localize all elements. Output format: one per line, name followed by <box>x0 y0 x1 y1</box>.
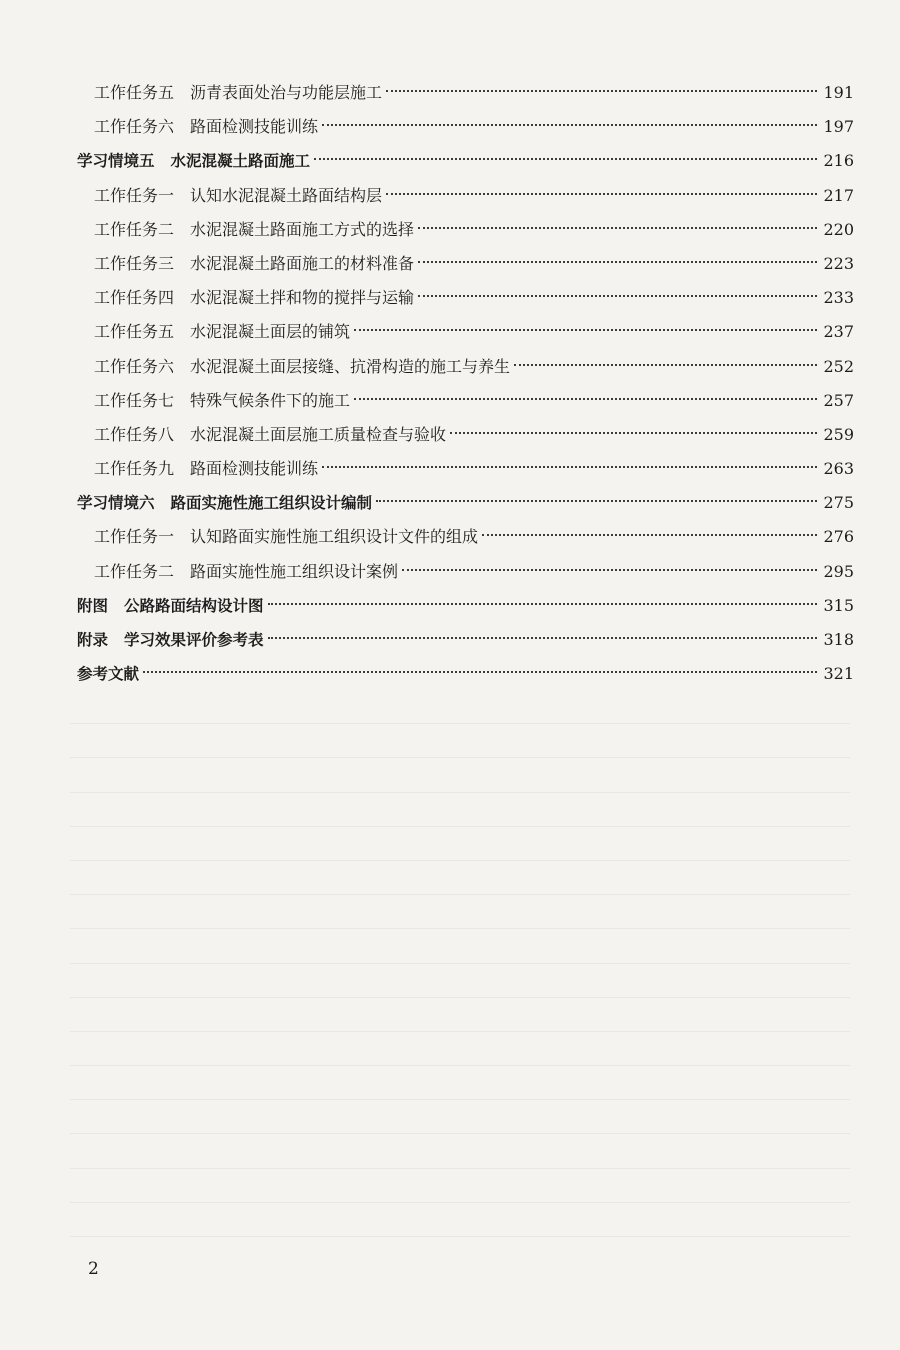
toc-entry-page-number: 237 <box>823 322 854 342</box>
toc-entry-page-number: 276 <box>823 527 854 547</box>
toc-entry-title: 学习效果评价参考表 <box>124 631 264 649</box>
toc-dot-leader <box>322 466 817 468</box>
toc-entry-title: 水泥混凝土面层的铺筑 <box>190 322 351 342</box>
toc-dot-leader <box>314 158 817 160</box>
toc-dot-leader <box>143 671 817 673</box>
toc-dot-leader <box>450 432 817 434</box>
toc-dot-leader <box>386 90 817 92</box>
toc-entry-title: 路面检测技能训练 <box>190 117 319 137</box>
toc-entry-code: 工作任务六 <box>94 356 175 376</box>
toc-entry-page-number: 216 <box>823 151 854 171</box>
toc-dot-leader <box>386 193 817 195</box>
toc-dot-leader <box>514 364 817 366</box>
page-number: 2 <box>88 1259 99 1279</box>
toc-task-entry[interactable] <box>0 384 900 418</box>
toc-entry-title: 路面检测技能训练 <box>190 459 319 479</box>
toc-entry-page-number: 321 <box>823 664 854 684</box>
toc-entry-title: 路面实施性施工组织设计编制 <box>170 494 373 513</box>
toc-entry-code: 工作任务三 <box>94 253 175 273</box>
toc-entry-page-number: 259 <box>823 424 854 444</box>
toc-entry-title: 路面实施性施工组织设计案例 <box>190 561 399 581</box>
toc-entry-title: 公路路面结构设计图 <box>124 596 264 615</box>
toc-entry-title: 沥青表面处治与功能层施工 <box>190 83 383 102</box>
toc-entry-code: 工作任务九 <box>94 459 175 479</box>
toc-entry-label <box>94 315 350 349</box>
toc-dot-leader <box>268 637 818 639</box>
toc-chapter-entry[interactable] <box>0 486 900 520</box>
toc-task-entry[interactable] <box>0 520 900 554</box>
toc-task-entry[interactable] <box>0 452 900 486</box>
toc-entry-code: 学习情境六 <box>77 494 155 513</box>
toc-entry-label <box>94 281 414 315</box>
toc-entry-label <box>94 520 478 554</box>
toc-entry-code: 工作任务二 <box>94 561 175 581</box>
toc-entry-label <box>77 589 264 623</box>
toc-entry-label <box>77 486 372 520</box>
toc-entry-title: 特殊气候条件下的施工 <box>190 390 351 410</box>
toc-entry-label <box>94 247 414 281</box>
toc-entry-title: 水泥混凝土面层接缝、抗滑构造的施工与养生 <box>190 356 511 376</box>
toc-task-entry[interactable] <box>0 110 900 144</box>
toc-entry-title: 水泥混凝土路面施工的材料准备 <box>190 253 415 273</box>
toc-entry-label <box>77 623 264 657</box>
toc-dot-leader <box>268 603 818 605</box>
toc-entry-label <box>94 555 398 589</box>
toc-entry-code: 参考文献 <box>77 665 140 684</box>
toc-task-entry[interactable] <box>0 418 900 452</box>
toc-entry-title: 认知路面实施性施工组织设计文件的组成 <box>190 527 479 547</box>
toc-entry-page-number: 197 <box>823 117 854 137</box>
toc-entry-code: 附图 <box>77 596 109 615</box>
toc-task-entry[interactable] <box>0 76 900 110</box>
toc-dot-leader <box>402 569 817 571</box>
toc-entry-code: 工作任务一 <box>94 527 175 547</box>
toc-entry-page-number: 315 <box>823 595 854 615</box>
toc-chapter-entry[interactable] <box>0 589 900 623</box>
toc-task-entry[interactable] <box>0 555 900 589</box>
toc-task-entry[interactable] <box>0 281 900 315</box>
toc-entry-label <box>94 110 318 144</box>
toc-entry-code: 工作任务五 <box>94 83 175 102</box>
toc-entry-page-number: 223 <box>823 253 854 273</box>
show-through-background <box>70 690 850 1250</box>
toc-entry-label <box>94 452 318 486</box>
toc-entry-page-number: 263 <box>823 459 854 479</box>
toc-entry-code: 工作任务七 <box>94 390 175 410</box>
toc-entry-label <box>77 144 310 178</box>
toc-entry-code: 工作任务一 <box>94 185 175 205</box>
toc-entry-label <box>94 418 446 452</box>
toc-entry-title: 水泥混凝土路面施工 <box>170 152 311 171</box>
toc-entry-page-number: 191 <box>823 83 854 102</box>
toc-dot-leader <box>418 295 817 297</box>
toc-task-entry[interactable] <box>0 315 900 349</box>
toc-entry-title: 水泥混凝土面层施工质量检查与验收 <box>190 424 447 444</box>
toc-entry-label <box>94 179 382 213</box>
toc-dot-leader <box>322 124 817 126</box>
toc-dot-leader <box>418 261 817 263</box>
toc-entry-label <box>94 76 382 110</box>
toc-entry-label <box>94 384 350 418</box>
toc-entry-page-number: 295 <box>823 561 854 581</box>
toc-task-entry[interactable] <box>0 213 900 247</box>
toc-task-entry[interactable] <box>0 179 900 213</box>
toc-entry-page-number: 252 <box>823 356 854 376</box>
toc-entry-page-number: 217 <box>823 185 854 205</box>
table-of-contents <box>0 76 900 691</box>
toc-dot-leader <box>482 534 817 536</box>
toc-entry-title: 认知水泥混凝土路面结构层 <box>190 185 383 205</box>
toc-entry-page-number: 257 <box>823 390 854 410</box>
toc-entry-code: 工作任务六 <box>94 117 175 137</box>
toc-dot-leader <box>418 227 817 229</box>
toc-entry-title: 水泥混凝土拌和物的搅拌与运输 <box>190 288 415 308</box>
toc-entry-label <box>94 350 510 384</box>
toc-chapter-entry[interactable] <box>0 623 900 657</box>
toc-entry-title: 水泥混凝土路面施工方式的选择 <box>190 219 415 239</box>
toc-dot-leader <box>354 329 817 331</box>
toc-task-entry[interactable] <box>0 350 900 384</box>
toc-entry-page-number: 220 <box>823 219 854 239</box>
toc-entry-page-number: 275 <box>823 493 854 513</box>
toc-chapter-entry[interactable] <box>0 657 900 691</box>
toc-entry-label <box>94 213 414 247</box>
toc-entry-code: 工作任务八 <box>94 424 175 444</box>
toc-dot-leader <box>376 500 817 502</box>
toc-entry-label <box>77 657 139 691</box>
toc-dot-leader <box>354 398 817 400</box>
toc-chapter-entry[interactable] <box>0 144 900 178</box>
toc-entry-code: 工作任务四 <box>94 288 175 308</box>
toc-entry-code: 学习情境五 <box>77 152 155 171</box>
toc-entry-page-number: 233 <box>823 288 854 308</box>
toc-entry-code: 附录 <box>77 631 109 649</box>
toc-entry-code: 工作任务五 <box>94 322 175 342</box>
toc-entry-code: 工作任务二 <box>94 219 175 239</box>
toc-entry-page-number: 318 <box>823 630 854 649</box>
toc-task-entry[interactable] <box>0 247 900 281</box>
